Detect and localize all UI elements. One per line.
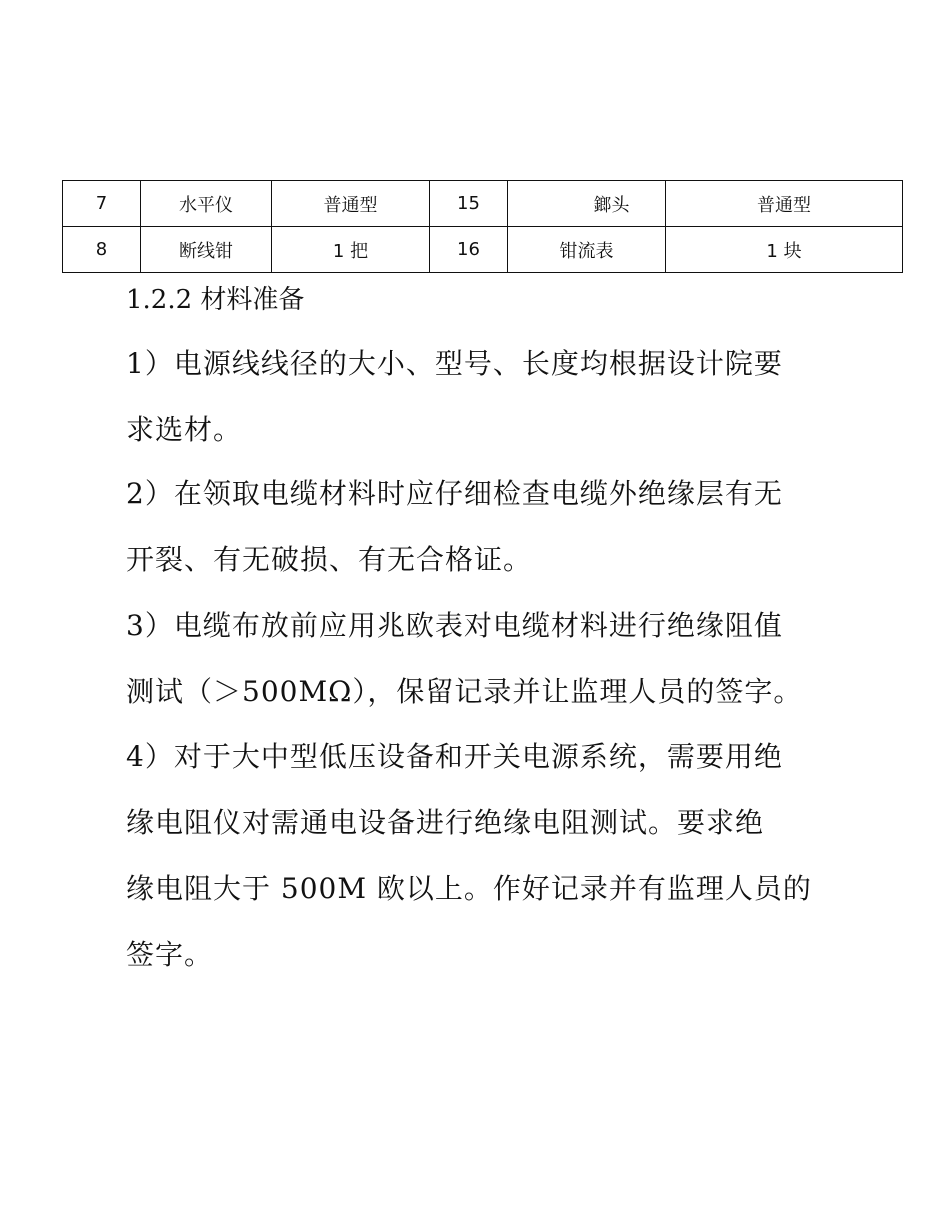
paragraph-line: 签字。 [126,938,214,971]
paragraph-line: 测试（＞500MΩ），保留记录并让监理人员的签字。 [126,675,803,708]
item-number: 15 [430,181,508,227]
paragraph-line: 4）对于大中型低压设备和开关电源系统，需要用绝 [126,740,783,773]
item-name: 断线钳 [141,227,272,273]
paragraph-line: 1）电源线线径的大小、型号、长度均根据设计院要 [126,347,783,380]
paragraph-line: 开裂、有无破损、有无合格证。 [126,543,533,576]
table-row [63,227,903,273]
item-number: 7 [63,181,141,227]
item-spec: 普通型 [272,181,430,227]
section-heading: 1.2.2 材料准备 [126,285,305,315]
item-spec: 1 块 [666,227,903,273]
paragraph-4 [126,724,846,988]
item-spec: 1 把 [272,227,430,273]
paragraph-line: 3）电缆布放前应用兆欧表对电缆材料进行绝缘阻值 [126,609,783,642]
paragraph-line: 2）在领取电缆材料时应仔细检查电缆外绝缘层有无 [126,477,783,510]
item-spec: 普通型 [666,181,903,227]
equipment-table [62,180,903,273]
paragraph-line: 求选材。 [126,413,243,446]
item-name: 钳流表 [508,227,666,273]
item-name: 鎯头 [508,181,666,227]
item-number: 8 [63,227,141,273]
paragraph-line: 缘电阻仪对需通电设备进行绝缘电阻测试。要求绝 [126,806,765,839]
item-name: 水平仪 [141,181,272,227]
paragraph-line: 缘电阻大于 500M 欧以上。作好记录并有监理人员的 [126,872,812,905]
table-row [63,181,903,227]
paragraph-3 [126,593,846,725]
item-number: 16 [430,227,508,273]
paragraph-1 [126,331,846,463]
paragraph-2 [126,461,846,593]
